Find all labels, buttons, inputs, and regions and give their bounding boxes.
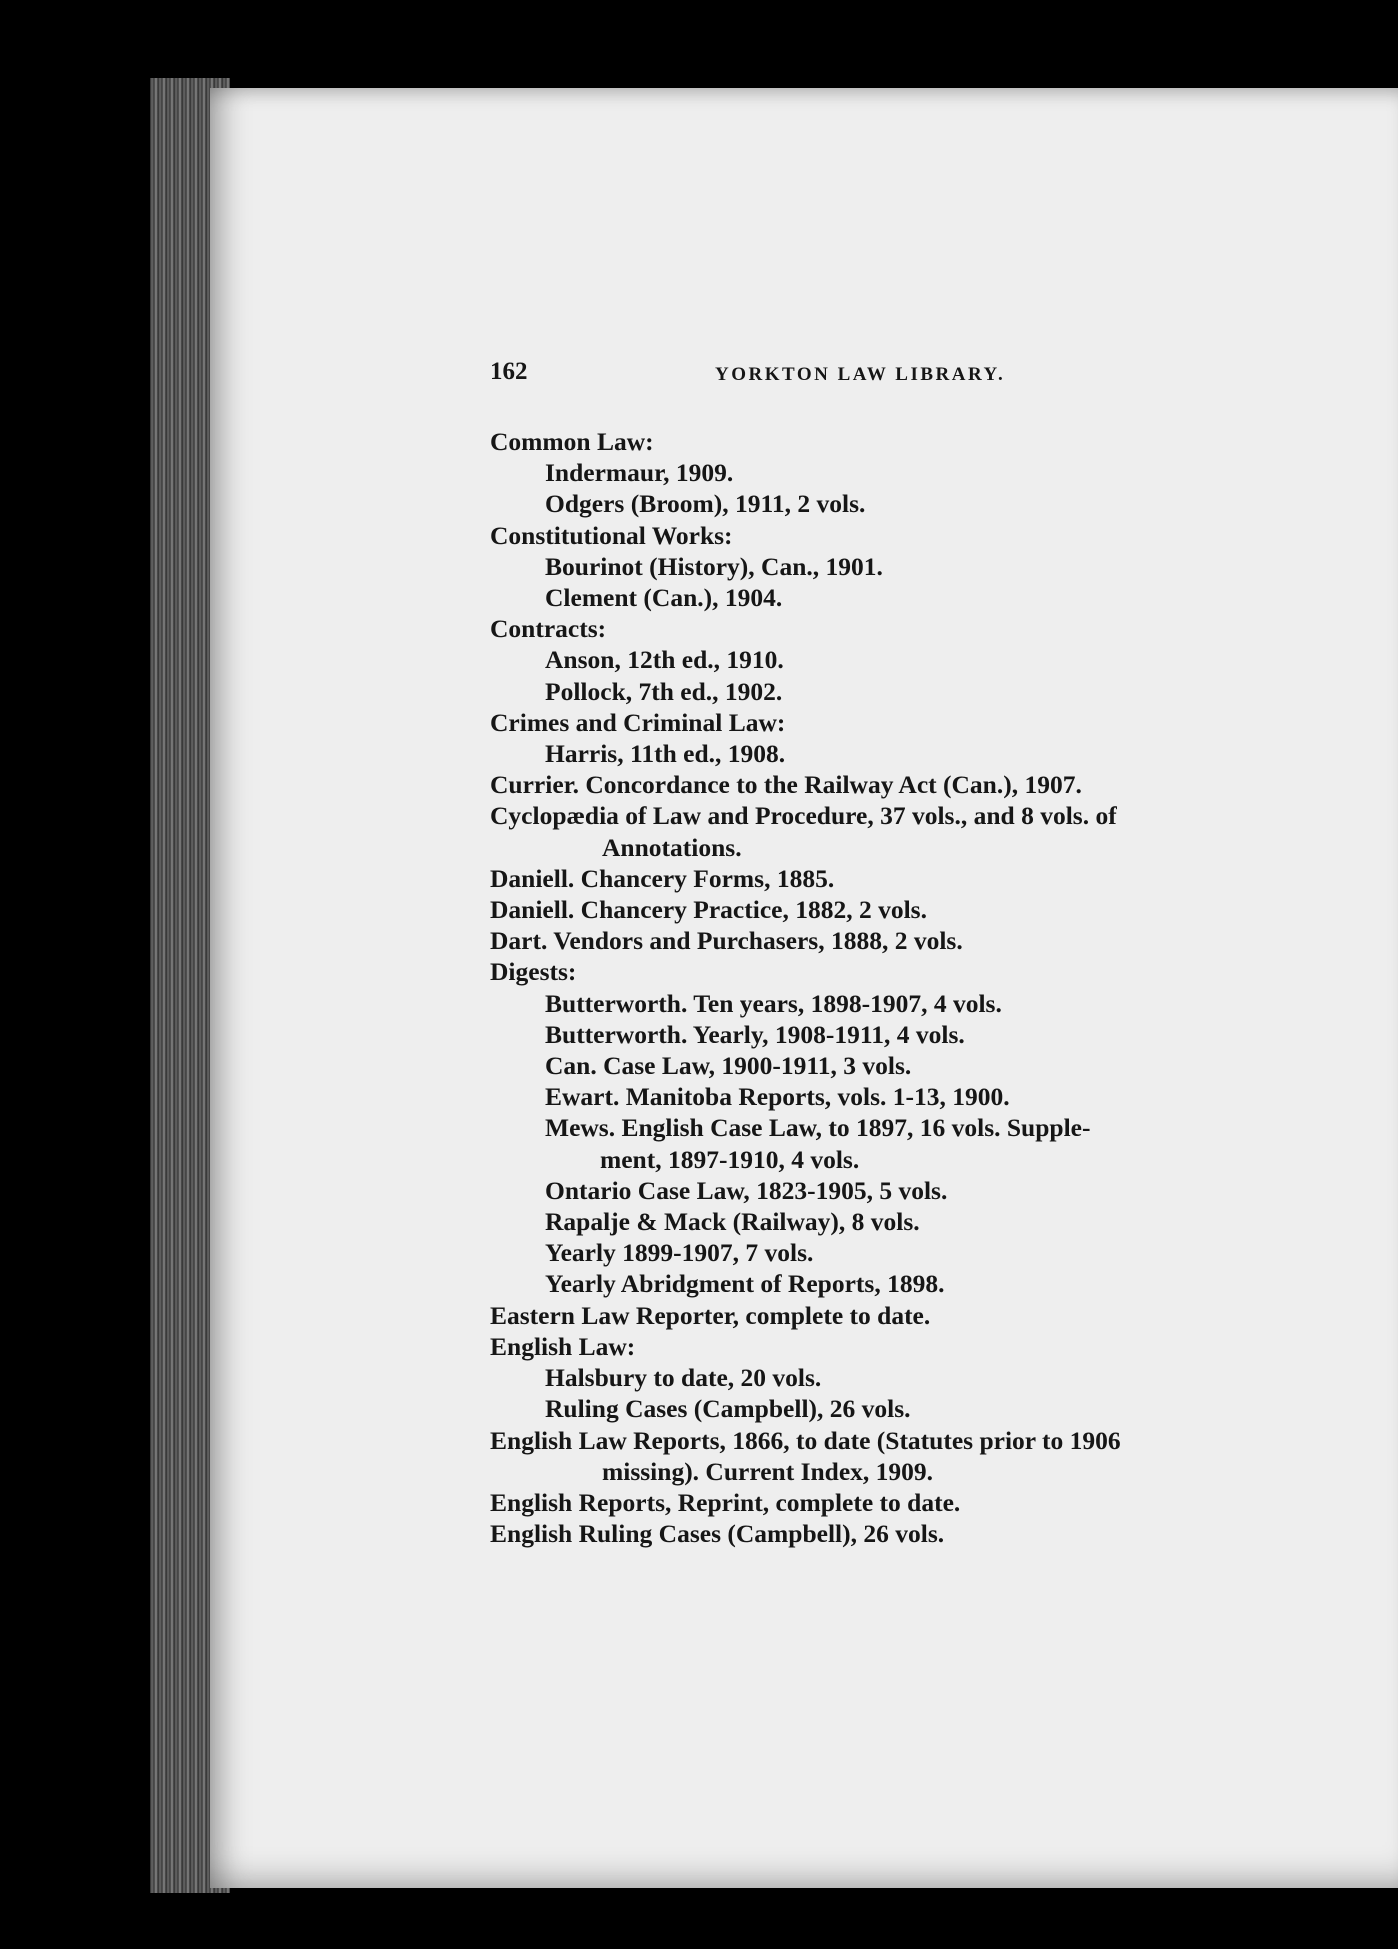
- entry-text: Dart. Vendors and Purchasers, 1888, 2 vols.: [490, 926, 963, 956]
- entry-text: English Law Reports, 1866, to date (Statutes prior to 1906: [490, 1425, 1121, 1455]
- entry-text: Ontario Case Law, 1823-1905, 5 vols.: [545, 1175, 948, 1205]
- running-head: YORKTON LAW LIBRARY.: [715, 364, 1006, 385]
- catalogue-sub-entry: [490, 1268, 1270, 1299]
- catalogue-sub-entry: [490, 1050, 1270, 1081]
- entry-text: Odgers (Broom), 1911, 2 vols.: [545, 489, 866, 519]
- page-header: [490, 356, 1270, 400]
- entry-continuation: Annotations.: [602, 832, 742, 862]
- catalogue-heading-entry: [490, 613, 1270, 644]
- entry-text: Anson, 12th ed., 1910.: [545, 645, 784, 675]
- catalogue-heading-entry: [490, 1487, 1270, 1518]
- catalogue-sub-entry: [490, 457, 1270, 488]
- catalogue-sub-entry: [490, 1362, 1270, 1393]
- catalogue-heading-entry: [490, 925, 1270, 956]
- catalogue-sub-entry: [490, 1019, 1270, 1050]
- catalogue-sub-entry: [490, 1393, 1270, 1424]
- catalogue-sub-entry: [490, 988, 1270, 1019]
- entry-text: Constitutional Works:: [490, 520, 733, 550]
- entry-text: Crimes and Criminal Law:: [490, 707, 786, 737]
- entry-continuation: ment, 1897-1910, 4 vols.: [600, 1144, 860, 1174]
- catalogue-heading-entry: [490, 707, 1270, 738]
- catalogue-heading-entry: [490, 956, 1270, 987]
- catalogue-sub-entry: [490, 488, 1270, 519]
- catalogue-sub-entry: [490, 1206, 1270, 1237]
- entry-text: English Ruling Cases (Campbell), 26 vols.: [490, 1519, 945, 1549]
- catalogue-sub-entry: [490, 1175, 1270, 1206]
- catalogue-heading-entry: [490, 1300, 1270, 1331]
- catalogue-heading-entry: [490, 1518, 1270, 1549]
- catalogue-heading-entry: [490, 894, 1270, 925]
- catalogue-sub-entry: [490, 1112, 1270, 1174]
- entry-text: English Reports, Reprint, complete to date.: [490, 1487, 961, 1517]
- catalogue-sub-entry: [490, 1081, 1270, 1112]
- page-text: [490, 358, 1270, 1549]
- catalogue-heading-entry: [490, 1425, 1270, 1487]
- entry-text: Ruling Cases (Campbell), 26 vols.: [545, 1394, 911, 1424]
- catalogue-heading-entry: [490, 520, 1270, 551]
- catalogue-sub-entry: [490, 644, 1270, 675]
- catalogue-heading-entry: [490, 1331, 1270, 1362]
- entry-text: Yearly Abridgment of Reports, 1898.: [545, 1269, 945, 1299]
- entry-text: Halsbury to date, 20 vols.: [545, 1363, 822, 1393]
- entry-text: Daniell. Chancery Practice, 1882, 2 vols.: [490, 895, 927, 925]
- entry-text: Common Law:: [490, 427, 654, 456]
- catalogue-sub-entry: [490, 551, 1270, 582]
- entry-text: Eastern Law Reporter, complete to date.: [490, 1300, 931, 1330]
- catalogue-heading-entry: [490, 426, 1270, 457]
- entry-text: Pollock, 7th ed., 1902.: [545, 676, 783, 706]
- entry-text: Cyclopædia of Law and Procedure, 37 vols., and 8 vols. of: [490, 801, 1117, 831]
- entry-continuation: missing). Current Index, 1909.: [602, 1456, 934, 1486]
- entry-text: Can. Case Law, 1900-1911, 3 vols.: [545, 1051, 912, 1081]
- entry-text: Yearly 1899-1907, 7 vols.: [545, 1238, 814, 1268]
- entry-text: Butterworth. Ten years, 1898-1907, 4 vols.: [545, 988, 1002, 1018]
- catalogue-sub-entry: [490, 582, 1270, 613]
- entry-text: Rapalje & Mack (Railway), 8 vols.: [545, 1207, 920, 1237]
- entry-text: Bourinot (History), Can., 1901.: [545, 551, 883, 581]
- entry-text: Currier. Concordance to the Railway Act (Can.), 1907.: [490, 770, 1082, 800]
- catalogue-sub-entry: [490, 676, 1270, 707]
- entry-text: Contracts:: [490, 614, 607, 644]
- entry-text: Mews. English Case Law, to 1897, 16 vols. Supple-: [545, 1113, 1091, 1143]
- entry-text: Butterworth. Yearly, 1908-1911, 4 vols.: [545, 1019, 965, 1049]
- entry-text: Digests:: [490, 957, 577, 987]
- library-catalogue-list: [490, 426, 1270, 1549]
- entry-text: English Law:: [490, 1331, 636, 1361]
- entry-text: Indermaur, 1909.: [545, 458, 734, 488]
- catalogue-sub-entry: [490, 738, 1270, 769]
- catalogue-heading-entry: [490, 800, 1270, 862]
- page-number: 162: [490, 358, 528, 385]
- catalogue-sub-entry: [490, 1237, 1270, 1268]
- entry-text: Clement (Can.), 1904.: [545, 583, 783, 613]
- entry-text: Daniell. Chancery Forms, 1885.: [490, 863, 835, 893]
- catalogue-heading-entry: [490, 769, 1270, 800]
- entry-text: Harris, 11th ed., 1908.: [545, 739, 786, 769]
- catalogue-heading-entry: [490, 863, 1270, 894]
- entry-text: Ewart. Manitoba Reports, vols. 1-13, 1900.: [545, 1082, 1010, 1112]
